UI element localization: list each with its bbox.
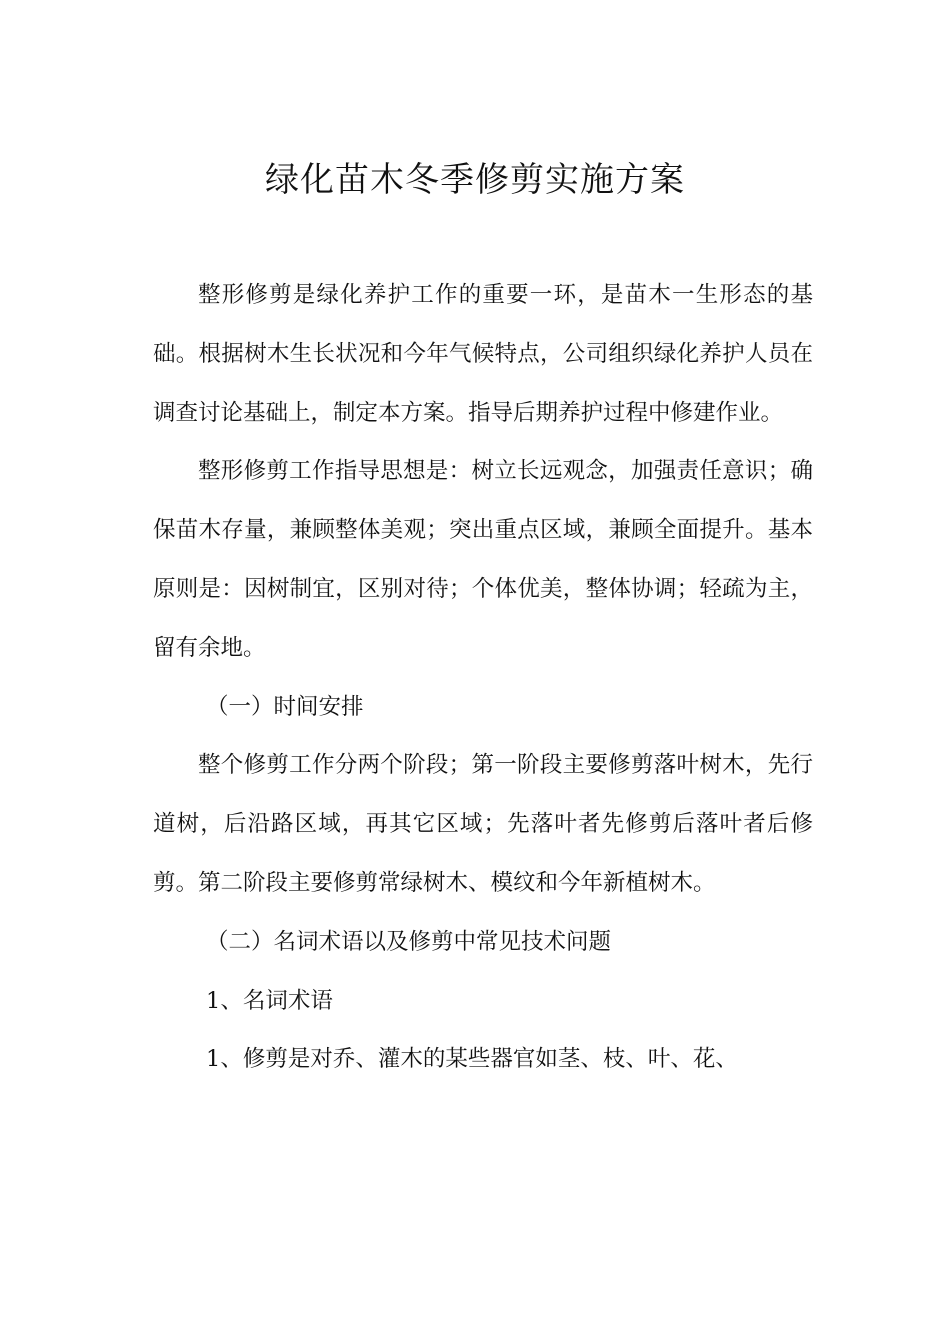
section-heading-terms: （二）名词术语以及修剪中常见技术问题 bbox=[206, 928, 612, 955]
section-heading-schedule: （一）时间安排 bbox=[206, 693, 364, 720]
subheading-terms: 1、名词术语 bbox=[206, 987, 333, 1014]
intro-paragraph: 整形修剪是绿化养护工作的重要一环，是苗木一生形态的基础。根据树木生长状况和今年气候特点，公司组织绿化养护人员在调查讨论基础上，制定本方案。指导后期养护过程中修建作业。 bbox=[153, 282, 813, 426]
guideline-paragraph: 整形修剪工作指导思想是：树立长远观念，加强责任意识；确保苗木存量，兼顾整体美观；突出重点区域，兼顾全面提升。基本原则是：因树制宜，区别对待；个体优美，整体协调；轻疏为主，留有余地。 bbox=[153, 458, 813, 661]
document-body bbox=[153, 266, 813, 1089]
document-title: 绿化苗木冬季修剪实施方案 bbox=[265, 160, 685, 200]
schedule-paragraph: 整个修剪工作分两个阶段；第一阶段主要修剪落叶树木，先行道树，后沿路区域，再其它区域；先落叶者先修剪后落叶者后修剪。第二阶段主要修剪常绿树木、模纹和今年新植树木。 bbox=[153, 752, 813, 896]
term-item-pruning: 1、修剪是对乔、灌木的某些器官如茎、枝、叶、花、 bbox=[206, 1046, 738, 1073]
